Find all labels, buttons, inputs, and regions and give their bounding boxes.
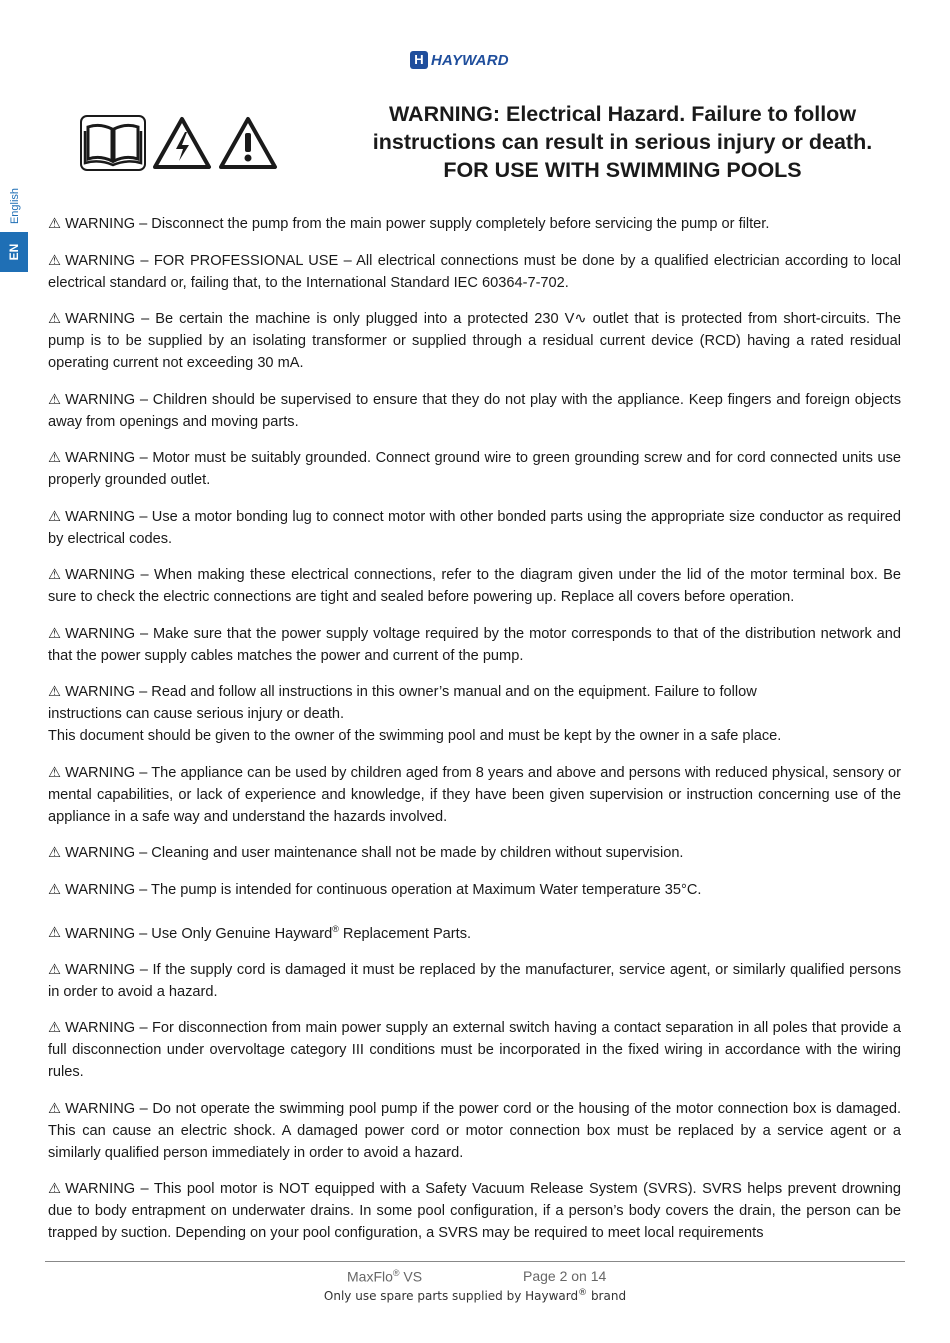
registered-mark: ® [332,923,339,934]
footer-model-name: MaxFlo [347,1268,393,1285]
warning-text: WARNING – When making these electrical connections, refer to the diagram given under the lid of the motor terminal box. Be sure to check the electric connections are tight and sealed before powering up. Replace all covers before operation. [48,567,901,605]
warning-triangle-icon: ⚠ [48,925,62,942]
warning-text: Replacement Parts. [338,925,472,942]
warning-item [48,1017,901,1083]
warning-item [48,447,901,491]
warning-triangle-icon: ⚠ [48,450,62,466]
safety-icons [80,115,278,171]
warning-triangle-icon: ⚠ [48,881,62,898]
registered-mark: ® [392,1268,400,1278]
warning-text: WARNING – Do not operate the swimming pool pump if the power cord or the housing of the motor connection box is damaged. This can cause an electric shock. A damaged power cord or motor connection box must be replaced by a service agent or a similarly qualified person immediately in order to avoid a hazard. [48,1100,901,1161]
warning-triangle-icon: ⚠ [48,311,62,327]
warning-text: WARNING – Cleaning and user maintenance shall not be made by children without supervision. [65,845,684,861]
warning-text: WARNING – The appliance can be used by children aged from 8 years and above and persons with reduced physical, sensory or mental capabilities, or lack of experience and knowledge, if they have been given supervision or instruction concerning use of the appliance in a safe way and understand the hazards involved. [48,764,901,825]
warning-item [48,506,901,550]
warning-text: WARNING – Use Only Genuine Hayward [65,925,333,942]
warning-text: WARNING – Disconnect the pump from the main power supply completely before servicing the pump or filter. [65,216,770,232]
hayward-logo [410,50,509,70]
warning-text: WARNING – If the supply cord is damaged it must be replaced by the manufacturer, service agent, or similarly qualified persons in order to avoid a hazard. [48,961,901,1000]
warning-triangle-icon: ⚠ [48,764,62,781]
warning-exclamation-icon [218,116,278,170]
hayward-logo-mark: H [410,51,428,69]
hayward-logo-text: HAYWARD [431,51,509,69]
warning-triangle-icon: ⚠ [48,391,62,408]
warning-triangle-icon: ⚠ [48,567,62,583]
language-label-text: English [9,187,21,225]
warning-item-genuine-parts [48,918,901,945]
warning-text: WARNING – Use a motor bonding lug to connect motor with other bonded parts using the appropriate size conductor as required by electrical codes. [48,508,901,547]
warning-triangle-icon: ⚠ [48,508,62,525]
warning-item [48,564,901,608]
footer-note [0,1288,950,1303]
warning-triangle-icon: ⚠ [48,1100,62,1117]
warning-item [48,879,901,901]
electrical-hazard-icon [152,116,212,170]
warning-triangle-icon: ⚠ [48,625,62,642]
footer-divider [45,1261,905,1262]
heading-line: FOR USE WITH SWIMMING POOLS [443,158,802,182]
warning-triangle-icon: ⚠ [48,252,62,269]
warning-item [48,389,901,433]
footer-note-text: brand [587,1289,627,1303]
footer-model-suffix: VS [399,1268,423,1285]
warning-text: WARNING – Read and follow all instructions in this owner’s manual and on the equipment. Failure to follow [65,684,757,700]
warning-item [48,1178,901,1244]
warning-item-read-manual [48,681,901,747]
heading-line: WARNING: Electrical Hazard. Failure to follow [388,102,857,126]
warning-triangle-icon: ⚠ [48,961,62,978]
footer-page-number: Page 2 on 14 [523,1268,607,1284]
warning-triangle-icon: ⚠ [48,1020,62,1037]
warnings-list [48,213,901,1259]
warning-text: WARNING – For disconnection from main power supply an external switch having a contact separation in all poles that provide a full disconnection under overvoltage category III conditions must be incorporated in the fixed wiring in accordance with the wiring rules. [48,1020,901,1081]
warning-triangle-icon: ⚠ [48,1181,62,1198]
warning-text: WARNING – Children should be supervised to ensure that they do not play with the appliance. Keep fingers and foreign objects away from openings and moving parts. [48,391,901,430]
warning-text: WARNING – This pool motor is NOT equipped with a Safety Vacuum Release System (SVRS). SVRS helps prevent drowning due to body entrapment on underwater drains. In some pool configuration, if a person’s body covers the drain, the person can be trapped by suction. Depending on your pool configuration, a SVRS may be required to meet local requirements [48,1181,901,1242]
warning-text: WARNING – Be certain the machine is only plugged into a protected 230 V∿ outlet that is protected from short-circuits. The pump is to be supplied by an isolating transformer or supplied through a residual current device (RCD) having a rated residual operating current not exceeding 30 mA. [48,311,901,371]
warning-item [48,762,901,828]
language-label [4,185,26,227]
warning-text: WARNING – Motor must be suitably grounded. Connect ground wire to green grounding screw and for cord connected units use properly grounded outlet. [48,450,901,488]
heading-line: instructions can result in serious injury or death. [372,130,873,154]
warning-text: instructions can cause serious injury or death. [48,706,345,722]
registered-mark: ® [578,1288,588,1298]
warning-item [48,623,901,667]
footer-model [347,1268,422,1285]
footer-note-text: Only use spare parts supplied by Hayward [323,1289,579,1303]
warning-text: WARNING – FOR PROFESSIONAL USE – All electrical connections must be done by a qualified electrician according to local electrical standard or, failing that, to the International Standard IEC 60364-7-702. [48,252,901,291]
language-code-tab [0,232,28,272]
manual-book-icon [80,115,146,171]
warning-item [48,213,901,235]
warning-item [48,842,901,864]
warning-item [48,1098,901,1164]
warning-text: This document should be given to the owner of the swimming pool and must be kept by the owner in a safe place. [48,728,782,744]
warning-triangle-icon: ⚠ [48,845,62,861]
warning-text: WARNING – The pump is intended for continuous operation at Maximum Water temperature 35°C. [65,881,702,898]
warning-text: WARNING – Make sure that the power supply voltage required by the motor corresponds to that of the distribution network and that the power supply cables matches the power and current of the pump. [48,625,901,664]
page-heading [345,100,900,184]
warning-item [48,308,901,374]
warning-item [48,959,901,1003]
warning-triangle-icon: ⚠ [48,684,62,700]
warning-item [48,250,901,294]
warning-triangle-icon: ⚠ [48,216,62,232]
language-code-text: EN [7,243,21,261]
